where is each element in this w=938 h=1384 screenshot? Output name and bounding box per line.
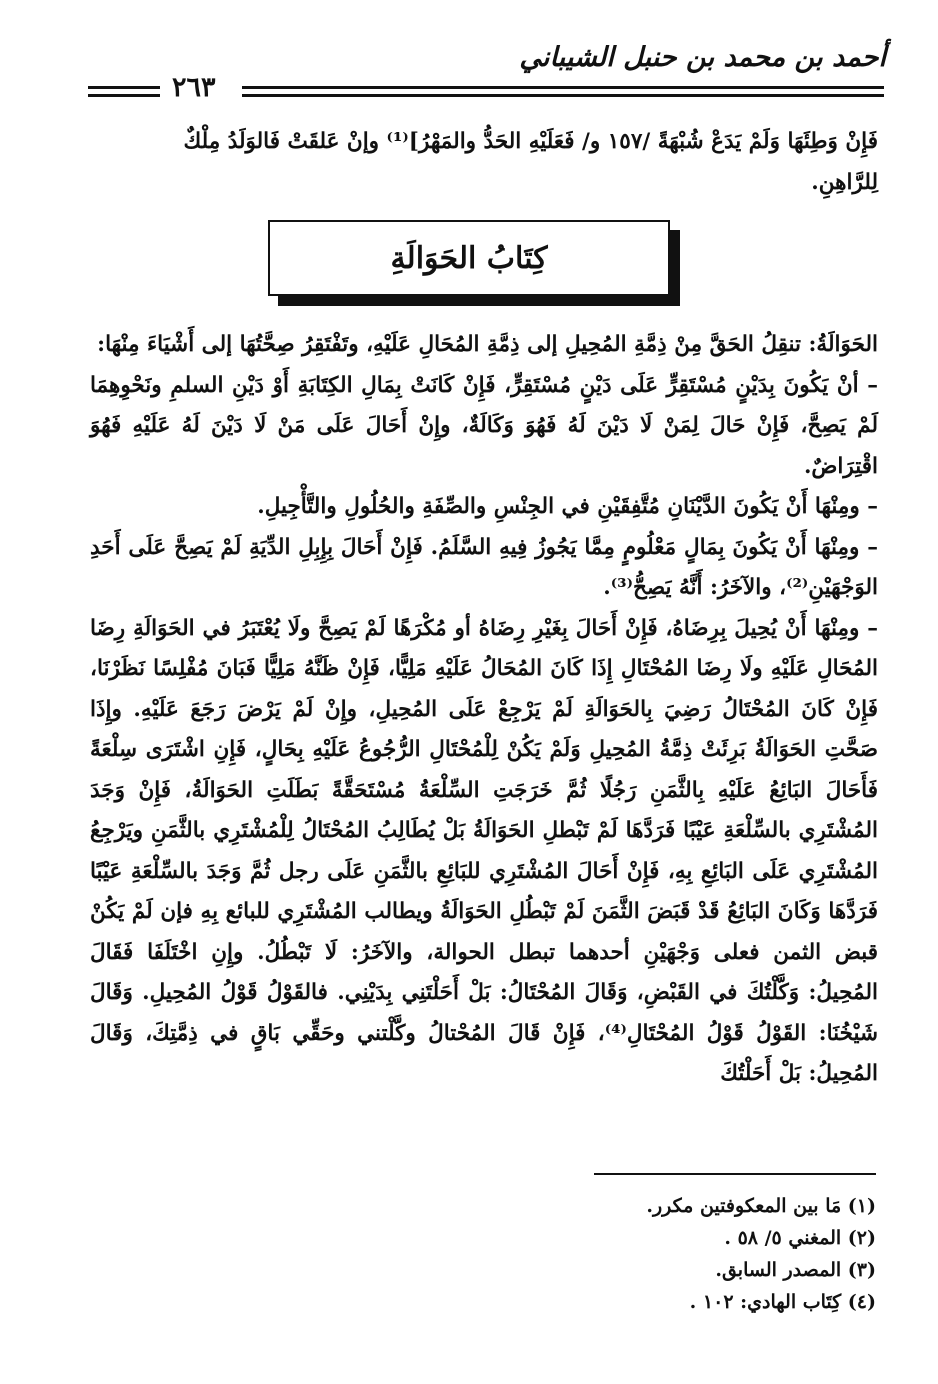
chapter-title: كِتَابُ الحَوَالَةِ: [390, 240, 548, 276]
footnotes: [356, 1190, 876, 1318]
paragraph: – أنْ يَكُونَ بِدَيْنٍ مُسْتَقِرٍّ عَلَى دَيْنٍ مُسْتَقِرٍّ، فَإِنْ كَانَتْ بِمَالِ الكِتَابَةِ أَوْ دَيْنِ السلمِ ونَحْوِهِمَا لَمْ يَصِحَّ، فَإِنْ حَالَ لِمَنْ لَا دَيْنَ لَهُ فَهُوَ وَكَالَةٌ، وإِنْ أَحَالَ عَلَى مَنْ لَا دَيْنَ لَهُ عَلَيْهِ فَهُوَ اقْتِرَاضٌ.: [90, 372, 878, 479]
paragraph: – ومِنْهَا أَنْ يُحِيلَ بِرِضَاهُ، فَإِنْ أَحَالَ بِغَيْرِ رِضَاهُ أو مُكْرَهًا لَمْ يَصِحَّ ولَا يُعْتَبَرُ في الحَوَالَةِ رِضَا المُحَالِ عَلَيْهِ ولَا رِضَا المُحْتَالِ إِذَا كَانَ المُحَالُ عَلَيْهِ مَلِيًّا، فَإِنْ ظَنَّهُ مَلِيًّا فَبَانَ مُفْلِسًا نَظَرْنَا، فَإِنْ كَانَ المُحْتَالُ رَضِيَ بِالحَوَالَةِ لَمْ يَرْجِعْ عَلَى المُحِيلِ، وإِنْ لَمْ يَرْضَ رَجَعَ عَلَيْهِ. وإِذَا صَحَّتِ الحَوَالَةُ بَرِئَتْ ذِمَّةُ المُحِيلِ وَلَمْ يَكُنْ لِلْمُحْتَالِ الرُّجُوعُ عَلَيْهِ بِحَالٍ، فَإِنِ اشْتَرَى سِلْعَةً فَأَحَالَ البَائِعُ عَلَيْهِ بِالثَّمَنِ رَجُلًا ثُمَّ خَرَجَتِ السِّلْعَةُ مُسْتَحَقَّةً بَطَلَتِ الحَوَالَةُ، فَإِنْ وَجَدَ المُشْتَرِي بالسِّلْعَةِ عَيْبًا فَرَدَّهَا لَمْ تَبْطلِ الحَوَالَةُ بَلْ يُطَالِبُ المُحْتَالُ لِلْمُشْتَرِي بالثَّمَنِ ويَرْجِعُ المُشْتَرِي عَلَى البَائِعِ بِهِ، فَإِنْ أَحَالَ المُشْتَرِي للبَائِعِ بالثَّمَنِ عَلَى رجل ثُمَّ وَجَدَ بالسِّلْعَةِ عَيْبًا فَرَدَّهَا وَكَانَ البَائِعُ قَدْ قَبَضَ الثَّمَنَ لَمْ تَبْطُلِ الحَوَالَةُ ويطالب المُشْتَرِي للبائع بِهِ فإن لَمْ يَكُنْ قبض الثمن فعلى وَجْهَيْنِ أحدهما تبطل الحوالة، والآخَرُ: لَا تَبْطُلُ. وإِنِ اخْتَلَفَا فَقَالَ المُحِيلُ: وَكَّلْتُكَ في القَبْضِ، وَقَالَ المُحْتَالُ: بَلْ أَحَلْتَنِي بِدَيْنِي. فالقَوْلُ قَوْلُ المُحِيلِ. وَقَالَ شَيْخُنَا: القَوْلُ قَوْلُ المُحْتَالِ⁽⁴⁾، فَإِنْ قَالَ المُحْتالُ وكَّلْتني وحَقِّي بَاقٍ في ذِمَّتِكَ، وَقَالَ المُحِيلُ: بَلْ أَحَلْتُكَ: [90, 615, 878, 1086]
page-number: ٢٦٣: [172, 72, 216, 103]
paragraph: – ومِنْهَا أَنْ يَكُونَ بِمَالٍ مَعْلُومٍ مِمَّا يَجُوزُ فِيهِ السَّلَمُ. فَإِنْ أَحَالَ بِإِبِلِ الدِّيَةِ لَمْ يَصِحَّ عَلَى أَحَدِ الوَجْهَيْنِ⁽²⁾، والآخَرُ: أَنَّهُ يَصِحُّ⁽³⁾.: [90, 534, 878, 600]
main-text: [90, 325, 878, 1095]
intro-line: لِلرَّاهِنِ.: [811, 169, 878, 195]
paragraph: الحَوَالَةُ: تنقِلُ الحَقَّ مِنْ ذِمَّةِ المُحِيلِ إلى ذِمَّةِ المُحَالِ عَلَيْهِ، وتَفْتَقِرُ صِحَّتُهَا إلى أَشْيَاءَ مِنْهَا:: [97, 332, 878, 357]
intro-text: [90, 122, 878, 203]
header-rule-left-top: [88, 86, 160, 89]
footnote: (١) مَا بين المعكوفتين مكرر.: [646, 1195, 876, 1217]
chapter-title-box: [268, 220, 670, 296]
paragraph: – ومِنْهَا أَنْ يَكُونَ الدَّيْنَانِ مُتَّفِقَيْنِ في الجِنْسِ والصِّفَةِ والحُلُولِ والتَّأْجِيلِ.: [257, 494, 878, 519]
intro-line: فَإِنْ وَطِئَهَا وَلَمْ يَدَعْ شُبْهَةً /١٥٧ و/ فَعَلَيْهِ الحَدُّ والمَهْرُ]⁽¹⁾ وإنْ عَلقَتْ فَالوَلَدُ مِلْكٌ: [183, 129, 878, 154]
header-rule-right-top: [242, 86, 884, 89]
running-header-title: أحمد بن محمد بن حنبل الشيباني: [519, 42, 886, 73]
header-rule-left-bottom: [88, 94, 160, 97]
footnote: (٢) المغني ٥/ ٥٨ .: [724, 1227, 876, 1249]
footnote: (٤) كِتَاب الهادي: ١٠٢ .: [689, 1291, 876, 1313]
footnote: (٣) المصدر السابق.: [715, 1259, 876, 1281]
footnote-separator: [594, 1173, 876, 1175]
header-rule-right-bottom: [242, 94, 884, 97]
